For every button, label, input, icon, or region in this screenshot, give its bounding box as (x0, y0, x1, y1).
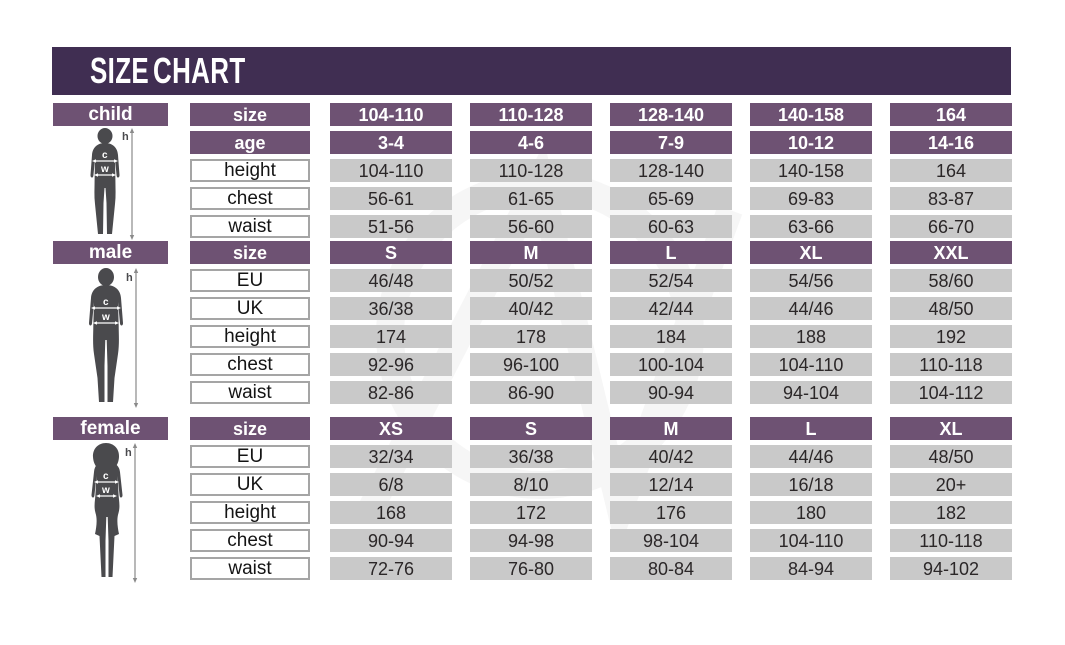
value-cell: 80-84 (610, 557, 732, 580)
value-cell: 76-80 (470, 557, 592, 580)
size-header-cell: M (610, 417, 732, 440)
value-cell: 104-110 (330, 159, 452, 182)
value-cell: 168 (330, 501, 452, 524)
row-label-uk: UK (190, 473, 310, 496)
value-cell: 98-104 (610, 529, 732, 552)
value-cell: 60-63 (610, 215, 732, 238)
value-cell: 94-102 (890, 557, 1012, 580)
waist-measure-label: w (102, 312, 110, 323)
value-cell: 6/8 (330, 473, 452, 496)
value-cell: 72-76 (330, 557, 452, 580)
row-label-chest: chest (190, 187, 310, 210)
value-cell: 172 (470, 501, 592, 524)
value-cell: 32/34 (330, 445, 452, 468)
value-cell: 94-104 (750, 381, 872, 404)
age-header-cell: 7-9 (610, 131, 732, 154)
value-cell: 46/48 (330, 269, 452, 292)
value-cell: 36/38 (330, 297, 452, 320)
value-cell: 82-86 (330, 381, 452, 404)
size-header-cell: S (330, 241, 452, 264)
value-cell: 48/50 (890, 297, 1012, 320)
title-bar (52, 47, 1011, 95)
value-cell: 182 (890, 501, 1012, 524)
value-cell: 36/38 (470, 445, 592, 468)
size-header-cell: XL (750, 241, 872, 264)
value-cell: 174 (330, 325, 452, 348)
value-cell: 56-60 (470, 215, 592, 238)
size-header-cell: 110-128 (470, 103, 592, 126)
female-section (0, 417, 1065, 581)
row-label-chest: chest (190, 353, 310, 376)
size-header-cell: 164 (890, 103, 1012, 126)
value-cell: 63-66 (750, 215, 872, 238)
size-header-cell: L (750, 417, 872, 440)
value-cell: 90-94 (330, 529, 452, 552)
value-cell: 42/44 (610, 297, 732, 320)
waist-measure-label: w (101, 164, 109, 175)
child-section (0, 103, 1065, 239)
value-cell: 20+ (890, 473, 1012, 496)
value-cell: 52/54 (610, 269, 732, 292)
size-header-cell: M (470, 241, 592, 264)
value-cell: 96-100 (470, 353, 592, 376)
size-header-cell: 104-110 (330, 103, 452, 126)
value-cell: 192 (890, 325, 1012, 348)
chest-measure-label: c (103, 471, 109, 482)
section-label-child: child (53, 103, 168, 126)
size-header-cell: L (610, 241, 732, 264)
value-cell: 66-70 (890, 215, 1012, 238)
row-label-size: size (190, 103, 310, 126)
value-cell: 178 (470, 325, 592, 348)
value-cell: 110-118 (890, 353, 1012, 376)
age-header-cell: 4-6 (470, 131, 592, 154)
row-label-waist: waist (190, 381, 310, 404)
value-cell: 12/14 (610, 473, 732, 496)
size-header-cell: XXL (890, 241, 1012, 264)
value-cell: 110-128 (470, 159, 592, 182)
value-cell: 50/52 (470, 269, 592, 292)
value-cell: 104-112 (890, 381, 1012, 404)
row-label-eu: EU (190, 445, 310, 468)
chest-measure-label: c (102, 150, 108, 161)
value-cell: 176 (610, 501, 732, 524)
row-label-eu: EU (190, 269, 310, 292)
page-title: SIZE CHART (90, 50, 246, 91)
value-cell: 44/46 (750, 445, 872, 468)
female-silhouette (80, 443, 144, 583)
height-measure-label: h (125, 447, 132, 459)
male-silhouette (78, 268, 146, 408)
value-cell: 90-94 (610, 381, 732, 404)
waist-measure-label: w (102, 485, 110, 496)
height-measure-label: h (126, 272, 133, 284)
size-header-cell: S (470, 417, 592, 440)
age-header-cell: 14-16 (890, 131, 1012, 154)
value-cell: 94-98 (470, 529, 592, 552)
row-label-waist: waist (190, 215, 310, 238)
value-cell: 180 (750, 501, 872, 524)
row-label-uk: UK (190, 297, 310, 320)
row-label-height: height (190, 501, 310, 524)
value-cell: 83-87 (890, 187, 1012, 210)
row-label-chest: chest (190, 529, 310, 552)
value-cell: 51-56 (330, 215, 452, 238)
value-cell: 44/46 (750, 297, 872, 320)
value-cell: 56-61 (330, 187, 452, 210)
size-header-cell: XS (330, 417, 452, 440)
height-measure-label: h (122, 131, 129, 143)
value-cell: 84-94 (750, 557, 872, 580)
row-label-height: height (190, 325, 310, 348)
value-cell: 65-69 (610, 187, 732, 210)
value-cell: 188 (750, 325, 872, 348)
value-cell: 104-110 (750, 353, 872, 376)
row-label-size: size (190, 241, 310, 264)
value-cell: 58/60 (890, 269, 1012, 292)
section-label-male: male (53, 241, 168, 264)
chest-measure-label: c (103, 297, 109, 308)
child-silhouette (80, 128, 142, 240)
row-label-age: age (190, 131, 310, 154)
value-cell: 110-118 (890, 529, 1012, 552)
section-label-female: female (53, 417, 168, 440)
value-cell: 48/50 (890, 445, 1012, 468)
value-cell: 100-104 (610, 353, 732, 376)
age-header-cell: 10-12 (750, 131, 872, 154)
value-cell: 54/56 (750, 269, 872, 292)
value-cell: 40/42 (610, 445, 732, 468)
value-cell: 69-83 (750, 187, 872, 210)
value-cell: 61-65 (470, 187, 592, 210)
male-section (0, 241, 1065, 405)
value-cell: 104-110 (750, 529, 872, 552)
value-cell: 16/18 (750, 473, 872, 496)
value-cell: 128-140 (610, 159, 732, 182)
value-cell: 92-96 (330, 353, 452, 376)
value-cell: 40/42 (470, 297, 592, 320)
row-label-waist: waist (190, 557, 310, 580)
value-cell: 184 (610, 325, 732, 348)
value-cell: 8/10 (470, 473, 592, 496)
row-label-height: height (190, 159, 310, 182)
row-label-size: size (190, 417, 310, 440)
size-header-cell: 128-140 (610, 103, 732, 126)
size-header-cell: XL (890, 417, 1012, 440)
value-cell: 140-158 (750, 159, 872, 182)
age-header-cell: 3-4 (330, 131, 452, 154)
value-cell: 86-90 (470, 381, 592, 404)
size-header-cell: 140-158 (750, 103, 872, 126)
value-cell: 164 (890, 159, 1012, 182)
